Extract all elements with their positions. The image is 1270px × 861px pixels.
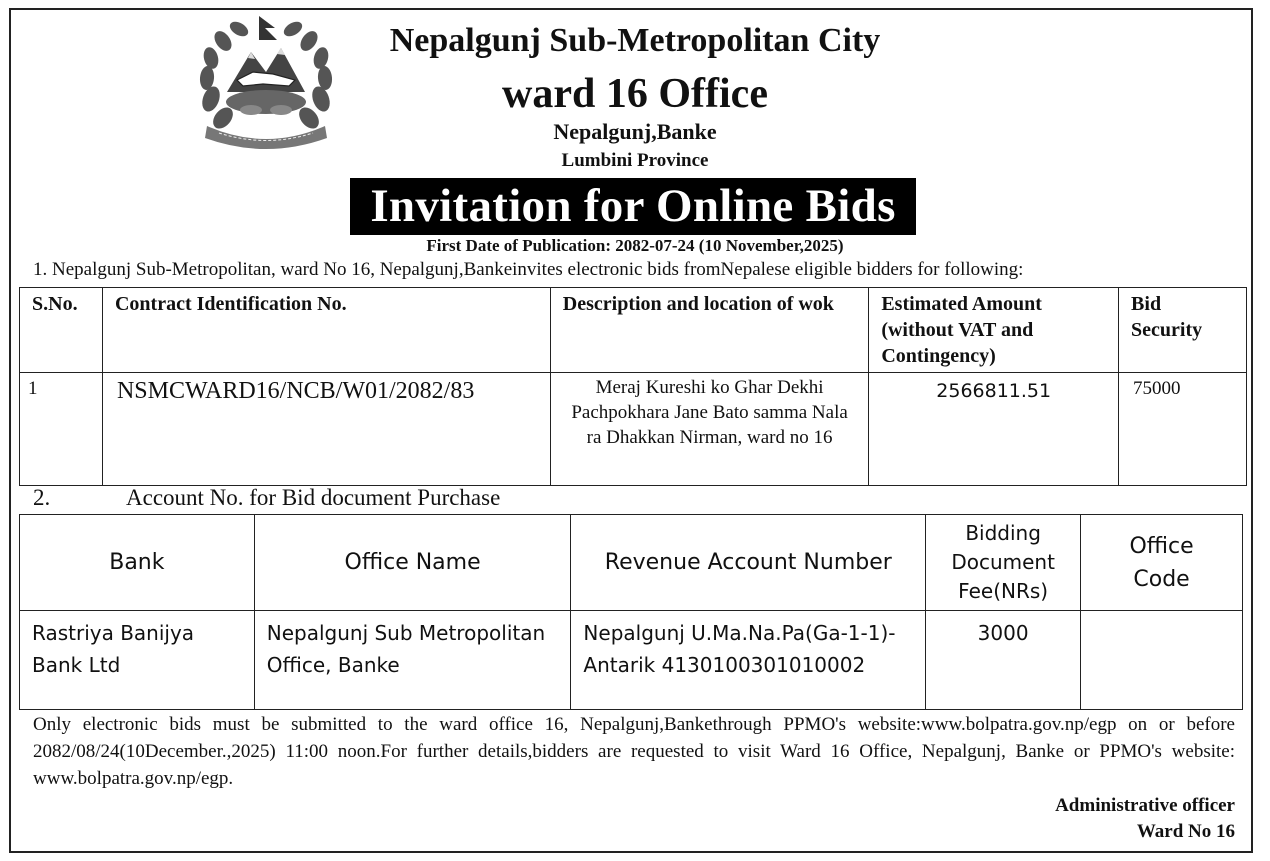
header-description: Description and location of wok — [550, 288, 869, 373]
contract-table — [19, 287, 1247, 486]
header-bank: Bank — [20, 515, 255, 611]
header-bid-security: Bid Security — [1119, 288, 1247, 373]
cell-description: Meraj Kureshi ko Ghar Dekhi Pachpokhara Jane Bato samma Nala ra Dhakkan Nirman, ward no 16 — [550, 373, 869, 486]
submission-instructions: Only electronic bids must be submitted to the ward office 16, Nepalgunj,Bankethrough PPMO's website:www.bolpatra.gov.np/egp on or before 2082/08/24(10December.,2025) 11:00 noon.For further details,bidders are requested to visit Ward 16 Office, Nepalgunj, Banke or PPMO's website: www.bolpatra.gov.np/egp. — [33, 714, 1235, 789]
table-header-row — [20, 515, 1243, 611]
cell-office-code — [1081, 611, 1243, 710]
table-header-row — [20, 288, 1247, 373]
table-row — [20, 611, 1243, 710]
cell-bank: Rastriya Banijya Bank Ltd — [20, 611, 255, 710]
intro-paragraph: 1. Nepalgunj Sub-Metropolitan, ward No 16, Nepalgunj,Bankeinvites electronic bids fromNepalese eligible bidders for following: — [33, 259, 1024, 280]
invitation-banner: Invitation for Online Bids — [350, 178, 916, 235]
location-line: Nepalgunj,Banke — [553, 119, 717, 144]
header-contract-id: Contract Identification No. — [102, 288, 550, 373]
table-row — [20, 373, 1247, 486]
cell-office-name: Nepalgunj Sub Metropolitan Office, Banke — [254, 611, 571, 710]
cell-sno: 1 — [20, 373, 103, 486]
cell-bid-security: 75000 — [1119, 373, 1247, 486]
header-office-name: Office Name — [254, 515, 571, 611]
account-table — [19, 514, 1243, 710]
header-office-code: Office Code — [1081, 515, 1243, 611]
cell-document-fee: 3000 — [926, 611, 1081, 710]
header-estimated-amount: Estimated Amount (without VAT and Contingency) — [869, 288, 1119, 373]
header-document-fee: Bidding Document Fee(NRs) — [926, 515, 1081, 611]
city-title: Nepalgunj Sub-Metropolitan City — [389, 22, 881, 59]
cell-estimated-amount: 2566811.51 — [869, 373, 1119, 486]
signatory-ward: Ward No 16 — [1136, 821, 1235, 842]
section-2-number: 2. — [33, 485, 51, 510]
header-revenue-account: Revenue Account Number — [571, 515, 926, 611]
section-2-title: Account No. for Bid document Purchase — [126, 485, 501, 510]
office-title: ward 16 Office — [502, 71, 768, 117]
cell-revenue-account: Nepalgunj U.Ma.Na.Pa(Ga-1-1)-Antarik 4130100301010002 — [571, 611, 926, 710]
province-line: Lumbini Province — [561, 150, 709, 171]
cell-contract-id: NSMCWARD16/NCB/W01/2082/83 — [102, 373, 550, 486]
section-2-heading — [33, 485, 501, 511]
signatory-title: Administrative officer — [1055, 795, 1235, 816]
header-sno: S.No. — [20, 288, 103, 373]
publication-date: First Date of Publication: 2082-07-24 (10 November,2025) — [426, 236, 844, 255]
